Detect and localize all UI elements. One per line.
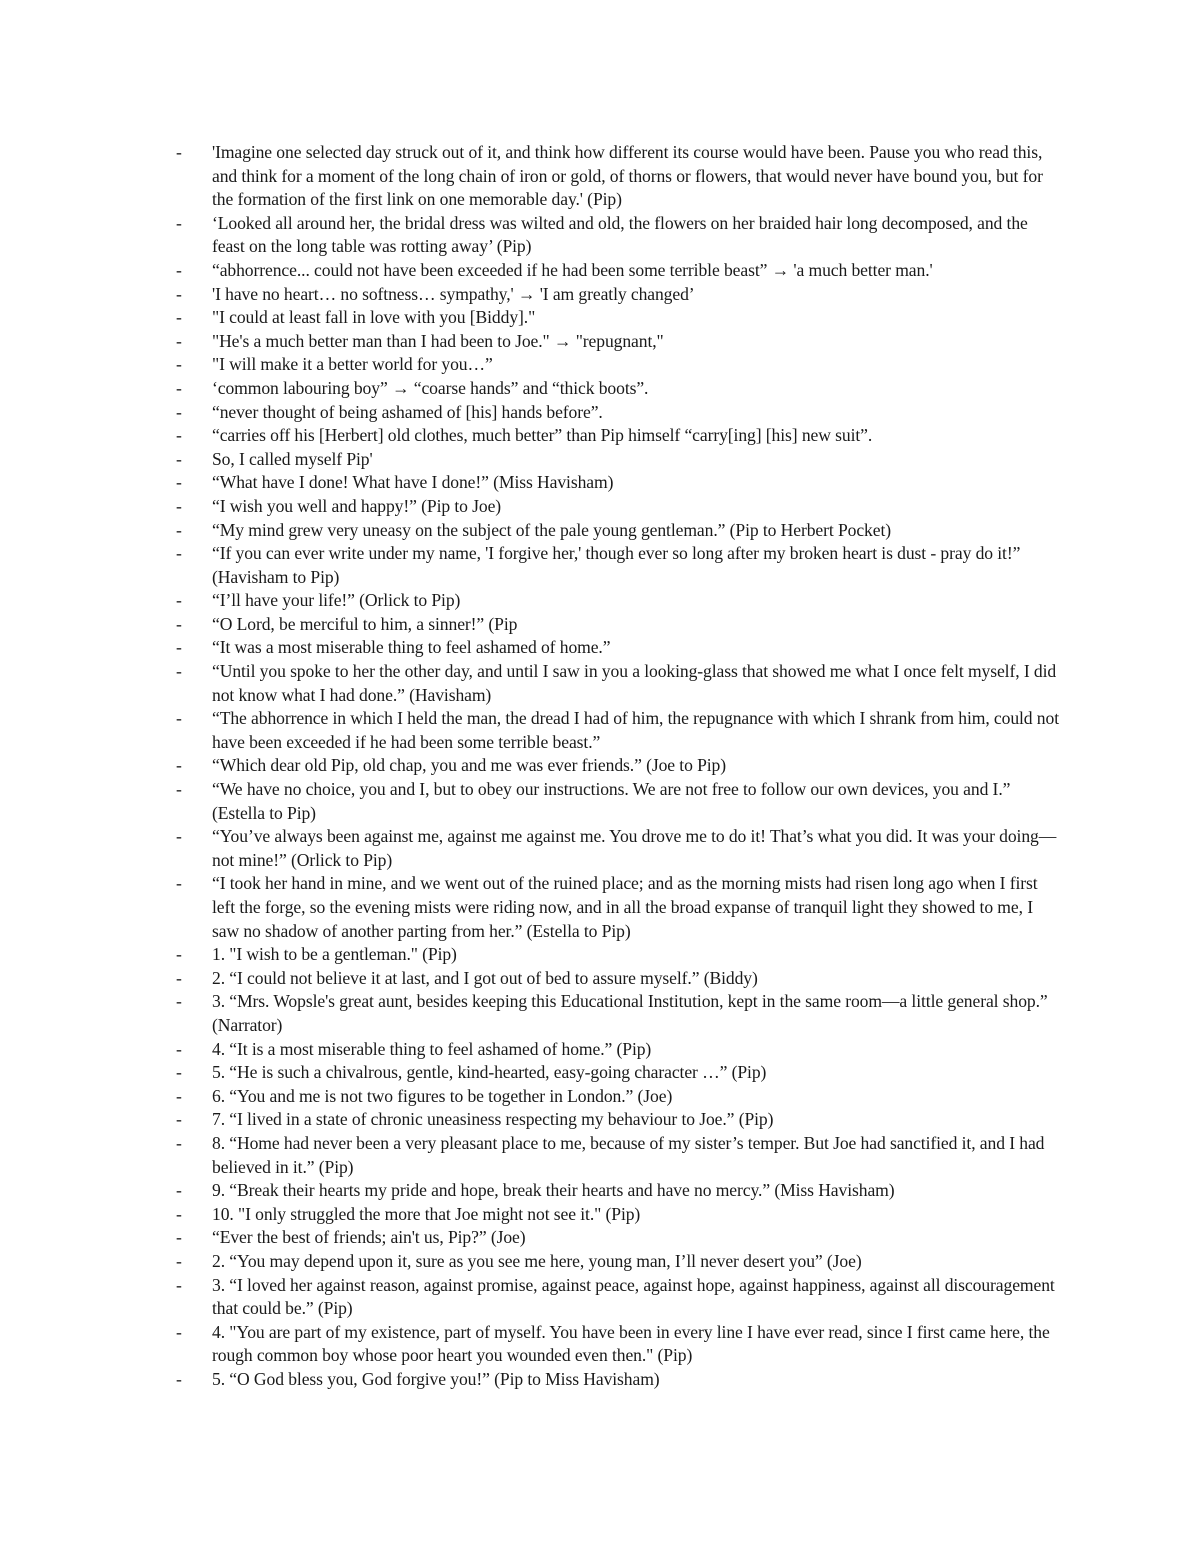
- quote-text: 2. “You may depend upon it, sure as you see me here, young man, I’ll never desert you” (Joe): [212, 1250, 862, 1271]
- list-item: [176, 872, 1060, 943]
- bullet-marker: -: [176, 1368, 182, 1389]
- quote-text: 4. "You are part of my existence, part of myself. You have been in every line I have ever read, since I first came here, the rough common boy whose poor heart you wounded even then." (Pip): [212, 1321, 1050, 1366]
- list-item: [176, 943, 1060, 967]
- quote-text: “Until you spoke to her the other day, and until I saw in you a looking-glass that showed me what I once felt myself, I did not know what I had done.” (Havisham): [212, 661, 1057, 705]
- list-item: [176, 1038, 1060, 1062]
- list-item: [176, 1203, 1060, 1227]
- quote-text: “I wish you well and happy!” (Pip to Joe): [212, 495, 502, 516]
- bullet-marker: -: [176, 425, 182, 446]
- quote-text: “O Lord, be merciful to him, a sinner!” (Pip: [212, 613, 518, 634]
- bullet-marker: -: [176, 755, 182, 776]
- list-item: [176, 613, 1060, 637]
- bullet-marker: -: [176, 377, 182, 398]
- list-item: [176, 353, 1060, 377]
- bullet-marker: -: [176, 1250, 182, 1271]
- list-item: [176, 990, 1060, 1037]
- quote-text: “What have I done! What have I done!” (Miss Havisham): [212, 472, 614, 493]
- bullet-marker: -: [176, 873, 182, 894]
- bullet-marker: -: [176, 330, 182, 351]
- bullet-marker: -: [176, 472, 182, 493]
- quote-text: “The abhorrence in which I held the man, the dread I had of him, the repugnance with which I shrank from him, could not have been exceeded if he had been some terrible beast.”: [212, 708, 1059, 752]
- list-item: [176, 707, 1060, 754]
- bullet-marker: -: [176, 1038, 182, 1059]
- bullet-marker: -: [176, 1132, 182, 1153]
- quote-list: [176, 141, 1060, 1391]
- quote-text: 3. “Mrs. Wopsle's great aunt, besides keeping this Educational Institution, kept in the same room—a little general shop.” (Narrator): [212, 991, 1048, 1035]
- quote-text: 9. “Break their hearts my pride and hope, break their hearts and have no mercy.” (Miss Havisham): [212, 1180, 895, 1201]
- list-item: [176, 1368, 1060, 1392]
- list-item: [176, 1179, 1060, 1203]
- quote-text: 'Imagine one selected day struck out of it, and think how different its course would have been. Pause you who read this, and think for a moment of the long chain of iron or gold, of thorns or flowers, that would never have bound you, but for the formation of the first link on one memorable day.' (Pip): [212, 142, 1043, 210]
- list-item: [176, 660, 1060, 707]
- quote-text: “abhorrence... could not have been exceeded if he had been some terrible beast” → 'a much better man.': [212, 259, 933, 280]
- list-item: [176, 424, 1060, 448]
- bullet-marker: -: [176, 613, 182, 634]
- list-item: [176, 1061, 1060, 1085]
- bullet-marker: -: [176, 826, 182, 847]
- quote-text: “I took her hand in mine, and we went out of the ruined place; and as the morning mists had risen long ago when I first left the forge, so the evening mists were riding now, and in all the broad expanse of tranquil light they showed to me, I saw no shadow of another parting from her.” (Estella to Pip): [212, 873, 1038, 941]
- quote-text: 2. “I could not believe it at last, and I got out of bed to assure myself.” (Biddy): [212, 967, 758, 988]
- quote-text: “Which dear old Pip, old chap, you and me was ever friends.” (Joe to Pip): [212, 755, 727, 776]
- quote-text: “We have no choice, you and I, but to obey our instructions. We are not free to follow our own devices, you and I.” (Estella to Pip): [212, 779, 1011, 823]
- bullet-marker: -: [176, 519, 182, 540]
- bullet-marker: -: [176, 590, 182, 611]
- list-item: [176, 1132, 1060, 1179]
- quote-text: 6. “You and me is not two figures to be together in London.” (Joe): [212, 1085, 673, 1106]
- list-item: [176, 1085, 1060, 1109]
- quote-text: 8. “Home had never been a very pleasant place to me, because of my sister’s temper. But Joe had sanctified it, and I had believed in it.” (Pip): [212, 1132, 1045, 1177]
- quote-text: 10. "I only struggled the more that Joe might not see it." (Pip): [212, 1203, 641, 1224]
- quote-text: 3. “I loved her against reason, against promise, against peace, against hope, against happiness, against all discouragement that could be.” (Pip): [212, 1274, 1055, 1319]
- bullet-marker: -: [176, 1203, 182, 1224]
- quote-text: 1. "I wish to be a gentleman." (Pip): [212, 944, 457, 965]
- list-item: [176, 1321, 1060, 1368]
- quote-text: 7. “I lived in a state of chronic uneasiness respecting my behaviour to Joe.” (Pip): [212, 1109, 774, 1130]
- quote-text: “It was a most miserable thing to feel ashamed of home.”: [212, 637, 611, 658]
- bullet-marker: -: [176, 1227, 182, 1248]
- quote-text: 4. “It is a most miserable thing to feel ashamed of home.” (Pip): [212, 1038, 652, 1059]
- quote-text: “If you can ever write under my name, 'I forgive her,' though ever so long after my broken heart is dust - pray do it!” (Havisham to Pip): [212, 543, 1021, 587]
- bullet-marker: -: [176, 1274, 182, 1295]
- quote-text: “Ever the best of friends; ain't us, Pip?” (Joe): [212, 1227, 526, 1248]
- quote-text: 5. “O God bless you, God forgive you!” (Pip to Miss Havisham): [212, 1368, 660, 1389]
- list-item: [176, 495, 1060, 519]
- list-item: [176, 1108, 1060, 1132]
- list-item: [176, 448, 1060, 472]
- quote-text: "He's a much better man than I had been to Joe." → "repugnant,": [212, 330, 664, 351]
- quote-text: “My mind grew very uneasy on the subject of the pale young gentleman.” (Pip to Herbert Pocket): [212, 519, 892, 540]
- bullet-marker: -: [176, 1109, 182, 1130]
- quote-text: “carries off his [Herbert] old clothes, much better” than Pip himself “carry[ing] [his] new suit”.: [212, 425, 873, 446]
- bullet-marker: -: [176, 1085, 182, 1106]
- list-item: [176, 967, 1060, 991]
- bullet-marker: -: [176, 1321, 182, 1342]
- bullet-marker: -: [176, 307, 182, 328]
- bullet-marker: -: [176, 448, 182, 469]
- quote-text: So, I called myself Pip': [212, 448, 373, 469]
- quote-text: "I will make it a better world for you…”: [212, 354, 493, 375]
- list-item: [176, 754, 1060, 778]
- list-item: [176, 1274, 1060, 1321]
- bullet-marker: -: [176, 259, 182, 280]
- bullet-marker: -: [176, 779, 182, 800]
- list-item: [176, 401, 1060, 425]
- list-item: [176, 589, 1060, 613]
- list-item: [176, 306, 1060, 330]
- list-item: [176, 283, 1060, 307]
- bullet-marker: -: [176, 637, 182, 658]
- list-item: [176, 330, 1060, 354]
- list-item: [176, 377, 1060, 401]
- quote-text: 5. “He is such a chivalrous, gentle, kind-hearted, easy-going character …” (Pip): [212, 1062, 767, 1083]
- bullet-marker: -: [176, 1180, 182, 1201]
- bullet-marker: -: [176, 543, 182, 564]
- list-item: [176, 471, 1060, 495]
- bullet-marker: -: [176, 991, 182, 1012]
- quote-text: "I could at least fall in love with you [Biddy].": [212, 307, 536, 328]
- bullet-marker: -: [176, 401, 182, 422]
- bullet-marker: -: [176, 1062, 182, 1083]
- list-item: [176, 259, 1060, 283]
- quote-text: ‘Looked all around her, the bridal dress was wilted and old, the flowers on her braided hair long decomposed, and the feast on the long table was rotting away’ (Pip): [212, 212, 1028, 257]
- bullet-marker: -: [176, 354, 182, 375]
- quote-text: ‘common labouring boy” → “coarse hands” and “thick boots”.: [212, 377, 649, 398]
- bullet-marker: -: [176, 283, 182, 304]
- list-item: [176, 825, 1060, 872]
- bullet-marker: -: [176, 708, 182, 729]
- bullet-marker: -: [176, 967, 182, 988]
- list-item: [176, 141, 1060, 212]
- list-item: [176, 1226, 1060, 1250]
- list-item: [176, 212, 1060, 259]
- quote-text: “You’ve always been against me, against me against me. You drove me to do it! That’s what you did. It was your doing—not mine!” (Orlick to Pip): [212, 826, 1057, 870]
- list-item: [176, 542, 1060, 589]
- bullet-marker: -: [176, 944, 182, 965]
- bullet-marker: -: [176, 661, 182, 682]
- bullet-marker: -: [176, 495, 182, 516]
- bullet-marker: -: [176, 212, 182, 233]
- list-item: [176, 1250, 1060, 1274]
- quote-text: 'I have no heart… no softness… sympathy,' → 'I am greatly changed’: [212, 283, 695, 304]
- list-item: [176, 636, 1060, 660]
- list-item: [176, 519, 1060, 543]
- list-item: [176, 778, 1060, 825]
- quote-text: “never thought of being ashamed of [his] hands before”.: [212, 401, 603, 422]
- quote-text: “I’ll have your life!” (Orlick to Pip): [212, 590, 461, 611]
- bullet-marker: -: [176, 142, 182, 162]
